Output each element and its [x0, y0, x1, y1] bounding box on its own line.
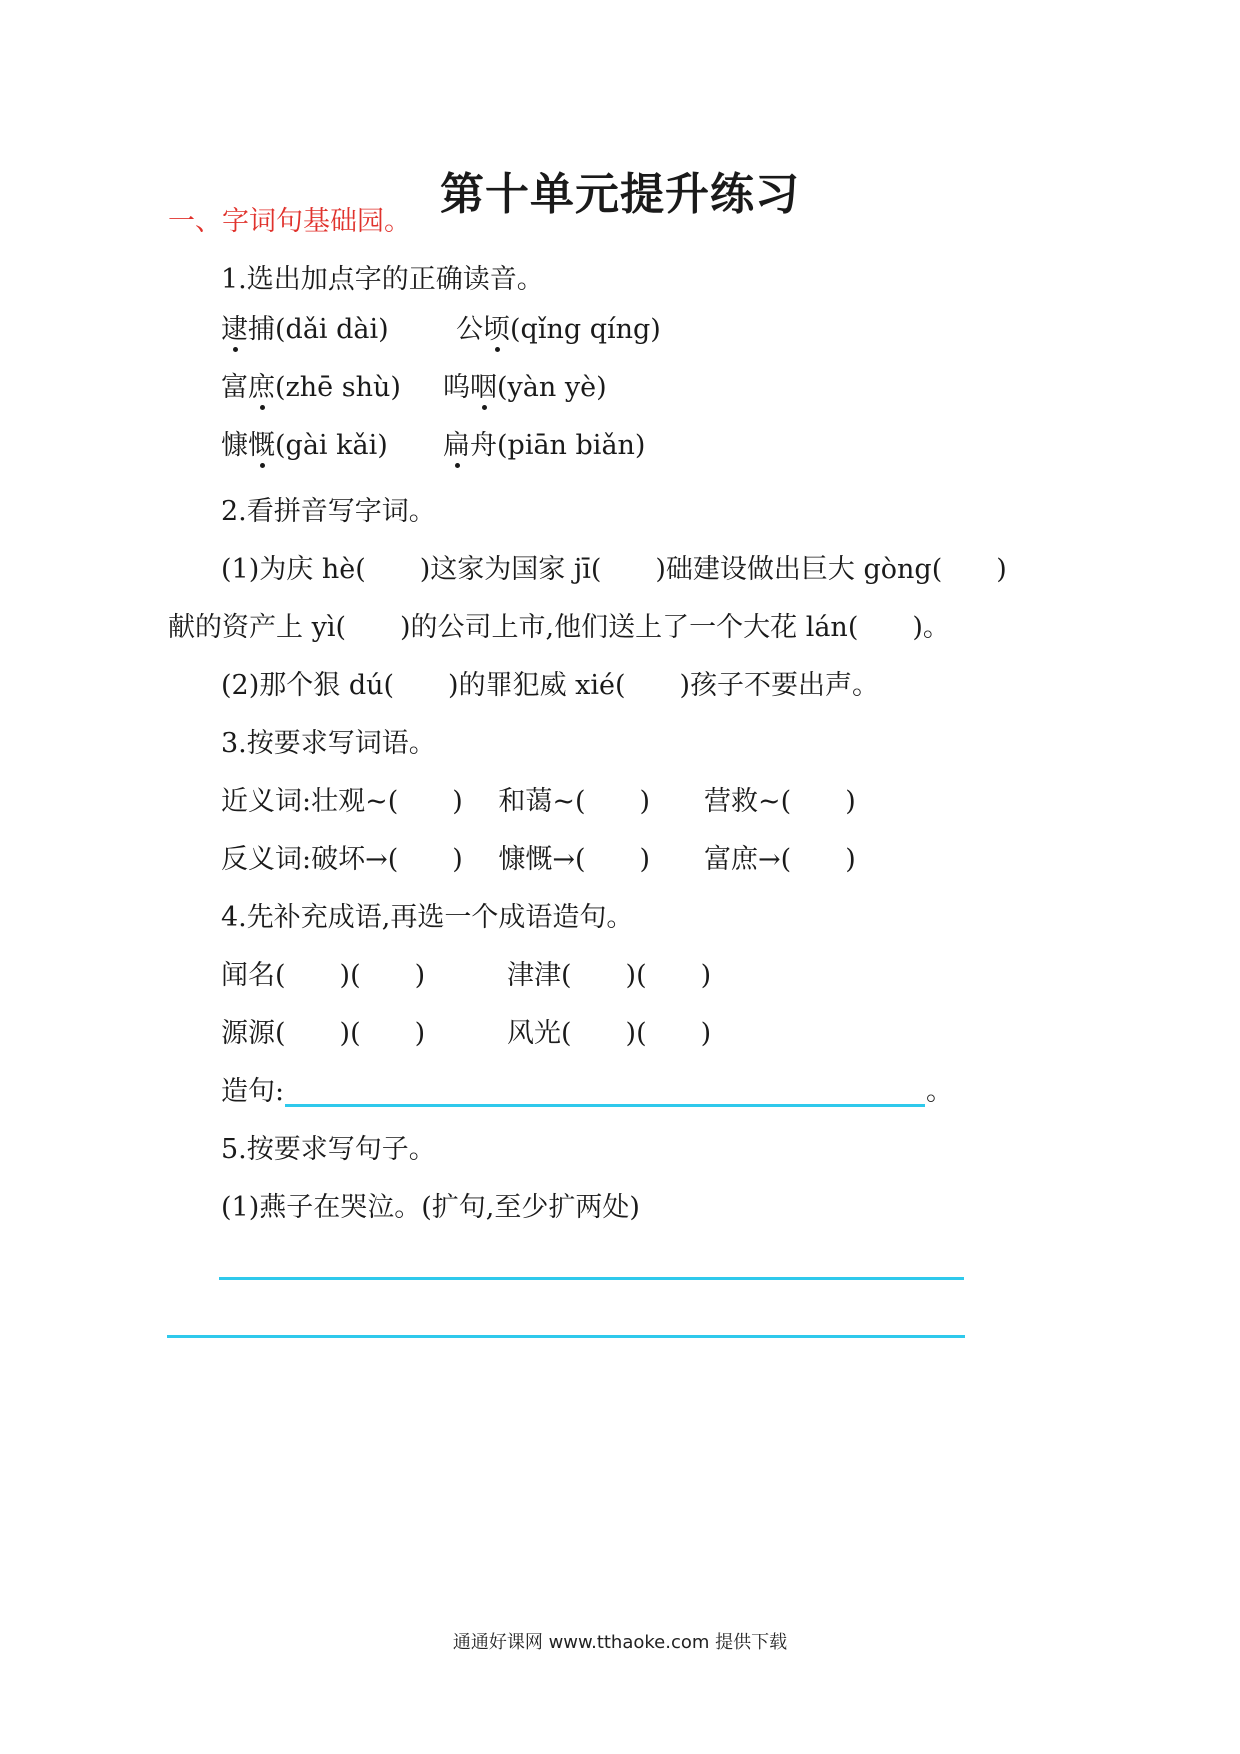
footer-credit: 通通好课网 www.tthaoke.com 提供下载 — [452, 1632, 788, 1653]
answer-line[interactable] — [167, 1335, 965, 1338]
pinyin-options: (gài kǎi) — [275, 430, 388, 461]
antonyms-line: 反义词:破坏→( ) 慷慨→( ) 富庶→( ) — [221, 844, 856, 875]
q2-line: (1)为庆 hè( )这家为国家 jī( )础建设做出巨大 gòng( ) — [221, 554, 1007, 585]
char: 舟 — [470, 430, 497, 461]
pinyin-options: (piān biǎn) — [497, 430, 646, 461]
answer-line[interactable] — [219, 1277, 964, 1280]
dotted-char: 扁 — [443, 428, 470, 464]
q1-item — [443, 428, 645, 464]
dotted-char: 逮 — [221, 312, 248, 348]
char: 捕 — [248, 314, 275, 345]
pinyin-options: (yàn yè) — [497, 372, 607, 403]
idiom-blank: 风光( )( ) — [507, 1018, 712, 1049]
sentence-end: 。 — [926, 1076, 953, 1107]
pinyin-options: (zhē shù) — [275, 372, 401, 403]
q1-item — [443, 370, 607, 406]
q1-item — [221, 370, 401, 406]
sentence-label: 造句: — [221, 1076, 285, 1107]
synonyms-line: 近义词:壮观~( ) 和蔼~( ) 营救~( ) — [221, 786, 856, 817]
char: 呜 — [443, 372, 470, 403]
idiom-blank: 津津( )( ) — [507, 960, 712, 991]
dotted-char: 咽 — [470, 370, 497, 406]
question-2-prompt: 2.看拼音写字词。 — [221, 496, 436, 527]
question-1-prompt: 1.选出加点字的正确读音。 — [221, 264, 544, 295]
pinyin-options: (qǐng qíng) — [510, 314, 661, 345]
char: 富 — [221, 372, 248, 403]
q1-item — [221, 312, 389, 348]
page-title: 第十单元提升练习 — [440, 169, 800, 220]
idiom-blank: 闻名( )( ) — [221, 960, 426, 991]
q2-line: 献的资产上 yì( )的公司上市,他们送上了一个大花 lán( )。 — [168, 612, 950, 643]
q1-item — [456, 312, 661, 348]
char: 公 — [456, 314, 483, 345]
idiom-blank: 源源( )( ) — [221, 1018, 426, 1049]
char: 慷 — [221, 430, 248, 461]
question-4-prompt: 4.先补充成语,再选一个成语造句。 — [221, 902, 634, 933]
pinyin-options: (dǎi dài) — [275, 314, 389, 345]
question-3-prompt: 3.按要求写词语。 — [221, 728, 436, 759]
dotted-char: 庶 — [248, 370, 275, 406]
dotted-char: 顷 — [483, 312, 510, 348]
q1-item — [221, 428, 388, 464]
section-heading: 一、字词句基础园。 — [168, 206, 411, 237]
question-5-prompt: 5.按要求写句子。 — [221, 1134, 436, 1165]
q2-line: (2)那个狠 dú( )的罪犯威 xié( )孩子不要出声。 — [221, 670, 880, 701]
dotted-char: 慨 — [248, 428, 275, 464]
sentence-answer-line[interactable] — [285, 1104, 925, 1107]
q5-item: (1)燕子在哭泣。(扩句,至少扩两处) — [221, 1192, 640, 1223]
